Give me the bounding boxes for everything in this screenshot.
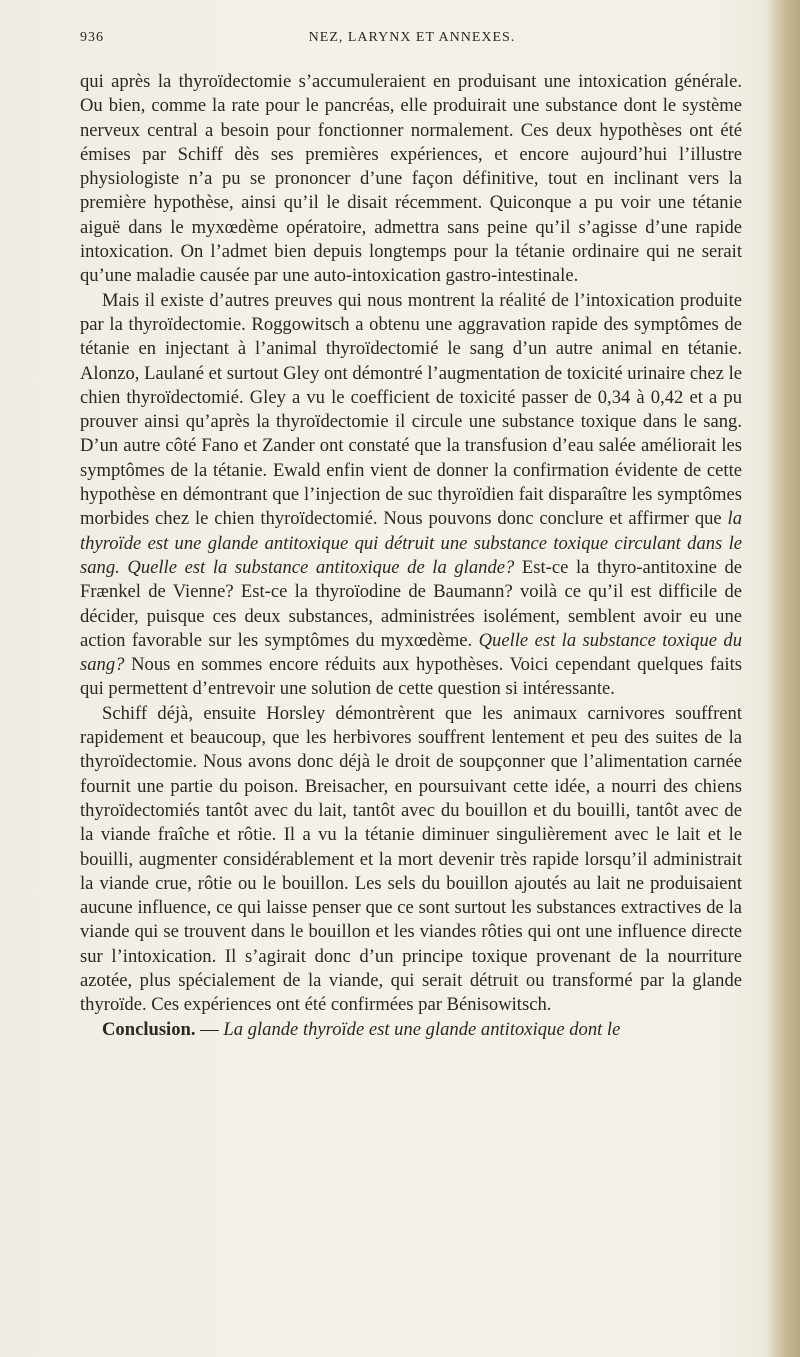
text-run: Nous en sommes encore réduits aux hypothèses. Voici cependant quelques faits qui permettent d’entrevoir une solution de cette question si intéressante.: [80, 654, 742, 700]
paragraph: [80, 289, 742, 702]
page-number: 936: [80, 30, 104, 45]
text-run: Mais il existe d’autres preuves qui nous montrent la réalité de l’intoxication produite par la thyroïdectomie. Roggowitsch a obtenu une aggravation rapide des symptômes de tétanie en injectant à l’animal thyroïdectomié le sang d’un autre animal en tétanie. Alonzo, Laulané et surtout Gley ont démontré l’augmentation de toxicité urinaire chez le chien thyroïdectomié. Gley a vu le coefficient de toxicité passer de 0,34 à 0,42 et a pu prouver ainsi qu’après la thyroïdectomie il circule une substance toxique dans le sang. D’un autre côté Fano et Zander ont constaté que la transfusion d’eau salée améliorait les symptômes de la tétanie. Ewald enfin vient de donner la confirmation évidente de cette hypothèse en démontrant que l’injection de suc thyroïdien fait disparaître les symptômes morbides chez le chien thyroïdectomié. Nous pouvons donc conclure et affirmer que: [80, 289, 742, 530]
paragraph: [80, 1018, 742, 1042]
conclusion-text: La glande thyroïde est une glande antitoxique dont le: [223, 1018, 621, 1040]
running-title: NEZ, LARYNX ET ANNEXES.: [308, 30, 516, 45]
italic-statement: la thyroïde est une glande antitoxique qui détruit une substance toxique circulant dans le sang. Quelle est la substance antitoxique de la glande?: [80, 508, 742, 578]
page-header: [80, 30, 744, 50]
paragraph: [80, 702, 742, 1018]
body-text: [80, 70, 742, 1042]
paragraph: [80, 70, 742, 289]
text-run: qui après la thyroïdectomie s’accumuleraient en produisant une intoxication générale. Ou bien, comme la rate pour le pancréas, elle produirait une substance dont le système nerveux central a besoin pour fonctionner normalement. Ces deux hypothèses ont été émises par Schiff dès ses premières expériences, et encore aujourd’hui l’illustre physiologiste n’a pu se prononcer d’une façon définitive, tout en inclinant vers la première hypothèse, ainsi qu’il le disait récemment. Quiconque a pu voir une tétanie aiguë dans le myxœdème opératoire, admettra sans peine qu’il s’agisse d’une rapide intoxication. On l’admet bien depuis longtemps pour la tétanie ordinaire qui ne serait qu’une maladie causée par une auto-intoxication gastro-intestinale.: [80, 71, 742, 287]
text-run: Est-ce la thyro-antitoxine de Frænkel de Vienne? Est-ce la thyroïodine de Baumann? voilà ce qu’il est difficile de décider, puisque ces deux substances, administrées isolément, semblent avoir eu une action favorable sur les symptômes du myxœdème.: [80, 556, 742, 651]
conclusion-label: Conclusion.: [102, 1018, 196, 1040]
dash: —: [195, 1018, 224, 1040]
text-run: Schiff déjà, ensuite Horsley démontrèrent que les animaux carnivores souffrent rapidement et beaucoup, que les herbivores souffrent lentement et peu des suites de la thyroïdectomie. Nous avons donc déjà le droit de soupçonner que l’alimentation carnée fournit une partie du poison. Breisacher, en poursuivant cette idée, a nourri des chiens thyroïdectomiés tantôt avec du lait, tantôt avec du bouillon et du bouilli, tantôt avec de la viande fraîche et rôtie. Il a vu la tétanie diminuer singulièrement avec le lait et le bouilli, augmenter considérablement et la mort devenir très rapide lorsqu’il administrait la viande crue, rôtie ou le bouillon. Les sels du bouillon ajoutés au lait ne produisaient aucune influence, ce qui laisse penser que ce sont surtout les substances extractives de la viande qui se trouvent dans le bouillon et les viandes rôties qui ont une influence directe sur l’intoxication. Il s’agirait donc d’un principe toxique provenant de la nourriture azotée, plus spécialement de la viande, qui serait détruit ou transformé par la glande thyroïde. Ces expériences ont été confirmées par Bénisowitsch.: [80, 702, 742, 1016]
page-edge-shadow: [766, 0, 800, 1357]
italic-question: Quelle est la substance toxique du sang?: [80, 629, 743, 676]
